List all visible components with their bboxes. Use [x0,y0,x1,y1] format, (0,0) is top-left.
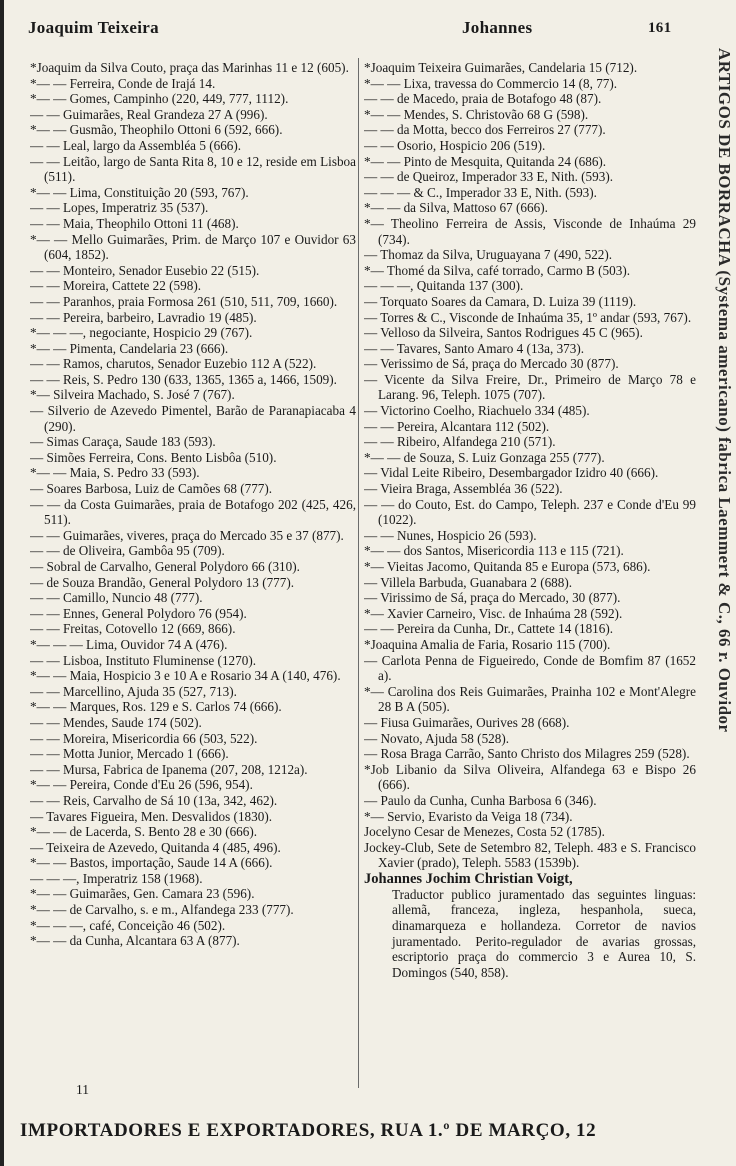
directory-entry: — — de Macedo, praia de Botafogo 48 (87). [364,91,602,107]
left-column [30,60,356,1080]
directory-entry: — — Guimarães, viveres, praça do Mercado 35 e 37 (877). [30,527,344,543]
directory-entry: — — Monteiro, Senador Eusebio 22 (515). [30,262,260,278]
directory-entry: — — Camillo, Nuncio 48 (777). [30,590,203,606]
directory-entry: — — Guimarães, Real Grandeza 27 A (996). [30,106,268,122]
directory-entry: — — Osorio, Hospicio 206 (519). [364,137,546,153]
directory-entry: *— Servio, Evaristo da Veiga 18 (734). [364,808,573,824]
directory-entry: — — Ramos, charutos, Senador Euzebio 112 A (522). [30,356,317,372]
directory-entry: *— — Guimarães, Gen. Camara 23 (596). [30,886,255,902]
directory-entry: — — Marcellino, Ajuda 35 (527, 713). [30,683,237,699]
directory-entry: — — — & C., Imperador 33 E, Nith. (593). [364,184,597,200]
directory-entry: — — —, Imperatriz 158 (1968). [30,870,203,886]
directory-entry: *— — de Carvalho, s. e m., Alfandega 233 (777). [30,902,294,918]
directory-entry: *— — Maia, Hospicio 3 e 10 A e Rosario 34 A (140, 476). [30,668,341,684]
directory-entry: — Sobral de Carvalho, General Polydoro 66 (310). [30,559,300,574]
directory-entry: *Joaquim da Silva Couto, praça das Marinhas 11 e 12 (605). [30,60,349,75]
directory-entry: — — Moreira, Cattete 22 (598). [30,278,202,294]
directory-entry: — — Lopes, Imperatriz 35 (537). [30,200,209,216]
column-divider [358,58,359,1088]
directory-entry: — — Ribeiro, Alfandega 210 (571). [364,434,556,450]
directory-entry: — — Pereira, barbeiro, Lavradio 19 (485). [30,309,257,325]
directory-entry: — — da Costa Guimarães, praia de Botafogo 202 (425, 426, 511). [30,496,356,528]
directory-entry: — — Lisboa, Instituto Fluminense (1270). [30,652,257,668]
directory-entry: — Vidal Leite Ribeiro, Desembargador Izidro 40 (666). [364,465,659,481]
directory-entry: *— — dos Santos, Misericordia 113 e 115 (721). [364,543,624,559]
directory-entry: — Velloso da Silveira, Santos Rodrigues 45 C (965). [364,325,643,341]
directory-entry: *— Thomé da Silva, café torrado, Carmo B (503). [364,262,631,278]
directory-entry: — Torres & C., Visconde de Inhaúma 35, 1º andar (593, 767). [364,309,692,325]
directory-entry: — — Reis, S. Pedro 130 (633, 1365, 1365 a, 1466, 1509). [30,371,337,387]
directory-entry: — Vicente da Silva Freire, Dr., Primeiro de Março 78 e Larang. 96, Teleph. 1075 (707). [364,371,696,403]
directory-entry: — — —, Quitanda 137 (300). [364,278,524,294]
directory-entry: — Virissimo de Sá, praça do Mercado, 30 (877). [364,590,621,606]
directory-entry: *— — Mello Guimarães, Prim. de Março 107 e Ouvidor 63 (604, 1852). [30,231,356,263]
directory-entry: — — Pereira da Cunha, Dr., Cattete 14 (1816). [364,621,614,637]
directory-entry: — Paulo da Cunha, Cunha Barbosa 6 (346). [364,792,597,808]
directory-entry: — — Reis, Carvalho de Sá 10 (13a, 342, 462). [30,792,278,808]
directory-entry: — — Leitão, largo de Santa Rita 8, 10 e 12, reside em Lisboa (511). [30,153,356,185]
directory-entry: — Villela Barbuda, Guanabara 2 (688). [364,574,573,590]
directory-entry: *— — da Silva, Mattoso 67 (666). [364,200,548,216]
directory-entry: *— — Lima, Constituição 20 (593, 767). [30,184,249,200]
directory-entry: *— — Pinto de Mesquita, Quitanda 24 (686). [364,153,607,169]
directory-entry: — Vieira Braga, Assembléa 36 (522). [364,481,563,497]
directory-entry: — Simas Caraça, Saude 183 (593). [30,434,216,450]
directory-entry: *— Theolino Ferreira de Assis, Visconde de Inhaúma 29 (734). [364,215,696,247]
directory-entry: — Novato, Ajuda 58 (528). [364,730,510,746]
directory-entry: *— — —, negociante, Hospicio 29 (767). [30,325,253,341]
directory-entry: *— — Gomes, Campinho (220, 449, 777, 1112). [30,91,289,107]
directory-entry: — Rosa Braga Carrão, Santo Christo dos Milagres 259 (528). [364,746,690,762]
directory-entry: — — Moreira, Misericordia 66 (503, 522). [30,730,258,746]
page-number: 161 [648,20,672,36]
directory-entry: *— — da Cunha, Alcantara 63 A (877). [30,933,240,949]
directory-entry: — de Souza Brandão, General Polydoro 13 (777). [30,574,295,590]
directory-entry: — — de Queiroz, Imperador 33 E, Nith. (593). [364,169,614,185]
directory-entry: Jocelyno Cesar de Menezes, Costa 52 (1785). [364,824,605,840]
directory-entry: *— — Lixa, travessa do Commercio 14 (8, 77). [364,75,618,91]
directory-entry: — — da Motta, becco dos Ferreiros 27 (777). [364,122,606,138]
directory-entry: — Silverio de Azevedo Pimentel, Barão de Paranapiacaba 4 (290). [30,403,356,434]
directory-entry: *— — —, café, Conceição 46 (502). [30,917,226,933]
directory-entry: — — Mursa, Fabrica de Ipanema (207, 208, 1212a). [30,761,308,777]
directory-entry: — — Maia, Theophilo Ottoni 11 (468). [30,215,239,231]
directory-entry: — — Motta Junior, Mercado 1 (666). [30,746,229,762]
directory-entry: — — Paranhos, praia Formosa 261 (510, 511, 709, 1660). [30,293,338,309]
directory-entry: *Job Libanio da Silva Oliveira, Alfandega 63 e Bispo 26 (666). [364,761,696,793]
directory-entry: — Thomaz da Silva, Uruguayana 7 (490, 522). [364,247,613,263]
directory-entry: *— — de Lacerda, S. Bento 28 e 30 (666). [30,824,258,840]
directory-entry: — — Ennes, General Polydoro 76 (954). [30,605,247,621]
directory-entry: — Verissimo de Sá, praça do Mercado 30 (877). [364,356,619,372]
directory-entry: — Victorino Coelho, Riachuelo 334 (485). [364,403,590,419]
directory-entry: — Torquato Soares da Camara, D. Luiza 39 (1119). [364,293,637,309]
page-edge [0,0,4,1166]
directory-entry: *— — Maia, S. Pedro 33 (593). [30,465,200,481]
directory-entry: — — Freitas, Cotovello 12 (669, 866). [30,621,236,637]
directory-entry: — Soares Barbosa, Luiz de Camões 68 (777). [30,481,273,497]
directory-entry: *— — Bastos, importação, Saude 14 A (666). [30,855,273,871]
running-head-right: Johannes [462,18,533,37]
directory-entry: *— — Pimenta, Candelaria 23 (666). [30,340,229,356]
left-footnote: 11 [76,1082,89,1097]
right-column [364,60,696,1080]
directory-entry: *— Silveira Machado, S. José 7 (767). [30,387,235,403]
page-header [0,18,736,44]
directory-entry: — — de Oliveira, Gambôa 95 (709). [30,543,225,559]
directory-entry: *— — — Lima, Ouvidor 74 A (476). [30,636,228,652]
directory-entry: — Simões Ferreira, Cons. Bento Lisbôa (510). [30,449,277,465]
directory-entry-bold: Johannes Jochim Christian Voigt, [364,870,573,887]
page-footer-advertisement: IMPORTADORES E EXPORTADORES, RUA 1.º DE MARÇO, 12 [20,1120,597,1141]
directory-entry: — — Mendes, Saude 174 (502). [30,714,202,730]
directory-entry: *— — Pereira, Conde d'Eu 26 (596, 954). [30,777,253,793]
directory-entry: *— — de Souza, S. Luiz Gonzaga 255 (777). [364,449,605,465]
vertical-advertisement: ARTIGOS DE BORRACHA (Systema americano) fabrica Laemmert & C., 66 r. Ouvidor [715,48,734,733]
running-head-left: Joaquim Teixeira [28,18,159,37]
directory-entry: — Carlota Penna de Figueiredo, Conde de Bomfim 87 (1652 a). [364,652,696,684]
directory-entry: Jockey-Club, Sete de Setembro 82, Teleph. 483 e S. Francisco Xavier (prado), Teleph. 5583 (1539b). [364,839,696,871]
directory-entry: — — Leal, largo da Assembléa 5 (666). [30,137,242,153]
directory-entry: — Teixeira de Azevedo, Quitanda 4 (485, 496). [30,839,281,855]
directory-entry: *— Xavier Carneiro, Visc. de Inhaúma 28 (592). [364,605,623,621]
directory-entry: *Joaquina Amalia de Faria, Rosario 115 (700). [364,636,611,652]
directory-entry: *— — Marques, Ros. 129 e S. Carlos 74 (666). [30,699,282,715]
directory-entry: *— — Ferreira, Conde de Irajá 14. [30,75,216,91]
directory-entry: — — Tavares, Santo Amaro 4 (13a, 373). [364,340,585,356]
directory-entry: — Fiusa Guimarães, Ourives 28 (668). [364,714,570,730]
directory-entry: *Joaquim Teixeira Guimarães, Candelaria 15 (712). [364,60,638,75]
directory-entry-voigt: Traductor publico juramentado das seguintes linguas: allemã, franceza, ingleza, hespanhola, sueca, dinamarqueza e hollandeza. Corretor de navios juramentado. Perito-regulador de avarias grossas, escriptorio praça do commercio 3 e Aurea 10, S. Domingos (540, 858). [392,886,696,980]
directory-entry: — — Pereira, Alcantara 112 (502). [364,418,550,434]
directory-entry: — Tavares Figueira, Men. Desvalidos (1830). [30,808,273,824]
directory-entry: *— — Mendes, S. Christovão 68 G (598). [364,106,589,122]
directory-entry: *— Vieitas Jacomo, Quitanda 85 e Europa (573, 686). [364,559,651,574]
directory-entry: — — do Couto, Est. do Campo, Teleph. 237 e Conde d'Eu 99 (1022). [364,496,696,528]
directory-entry: *— — Gusmão, Theophilo Ottoni 6 (592, 666). [30,122,283,138]
directory-entry: — — Nunes, Hospicio 26 (593). [364,527,537,543]
directory-entry: *— Carolina dos Reis Guimarães, Prainha 102 e Mont'Alegre 28 B A (505). [364,683,696,715]
right-entries [364,60,696,871]
